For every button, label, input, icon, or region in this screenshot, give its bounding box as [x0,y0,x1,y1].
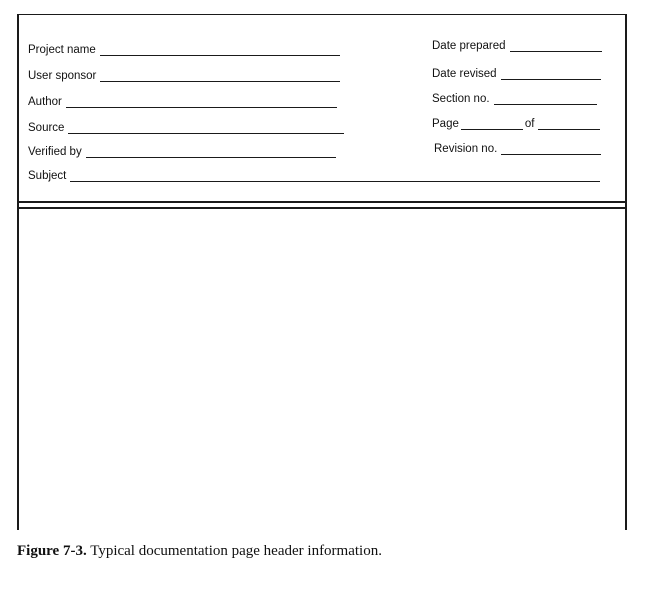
page-label: Page [432,118,459,130]
subject-field [28,170,600,183]
project-name-label: Project name [28,44,96,56]
verified-by-field [28,146,336,159]
user-sponsor-field [28,70,340,83]
user-sponsor-blank [100,81,340,82]
source-label: Source [28,122,65,134]
date-revised-blank [501,79,601,80]
section-no-field [432,93,597,106]
author-field [28,96,337,109]
revision-no-blank [501,154,601,155]
verified-by-label: Verified by [28,146,82,158]
figure-caption-text: Typical documentation page header information. [90,543,382,559]
revision-no-field [434,143,601,156]
page-total-blank [538,129,600,130]
date-revised-field [432,68,601,81]
page-number-blank [461,129,523,130]
date-revised-label: Date revised [432,68,497,80]
author-label: Author [28,96,62,108]
documentation-page-header-form [17,14,627,530]
project-name-blank [100,55,340,56]
page-body-area [19,211,625,530]
of-label: of [524,118,535,130]
section-no-blank [494,104,597,105]
user-sponsor-label: User sponsor [28,70,97,82]
verified-by-blank [86,157,336,158]
date-prepared-field [432,40,602,53]
date-prepared-blank [510,51,602,52]
section-no-label: Section no. [432,93,490,105]
source-field [28,122,344,135]
date-prepared-label: Date prepared [432,40,506,52]
page-of-field [432,118,600,131]
header-separator-top-rule [19,201,625,203]
subject-label: Subject [28,170,67,182]
source-blank [68,133,344,134]
header-separator-bottom-rule [19,207,625,209]
revision-no-label: Revision no. [434,143,498,155]
project-name-field [28,44,340,57]
figure-number: Figure 7-3. [17,543,87,559]
figure-caption [17,543,382,560]
author-blank [66,107,337,108]
subject-blank [70,181,600,182]
